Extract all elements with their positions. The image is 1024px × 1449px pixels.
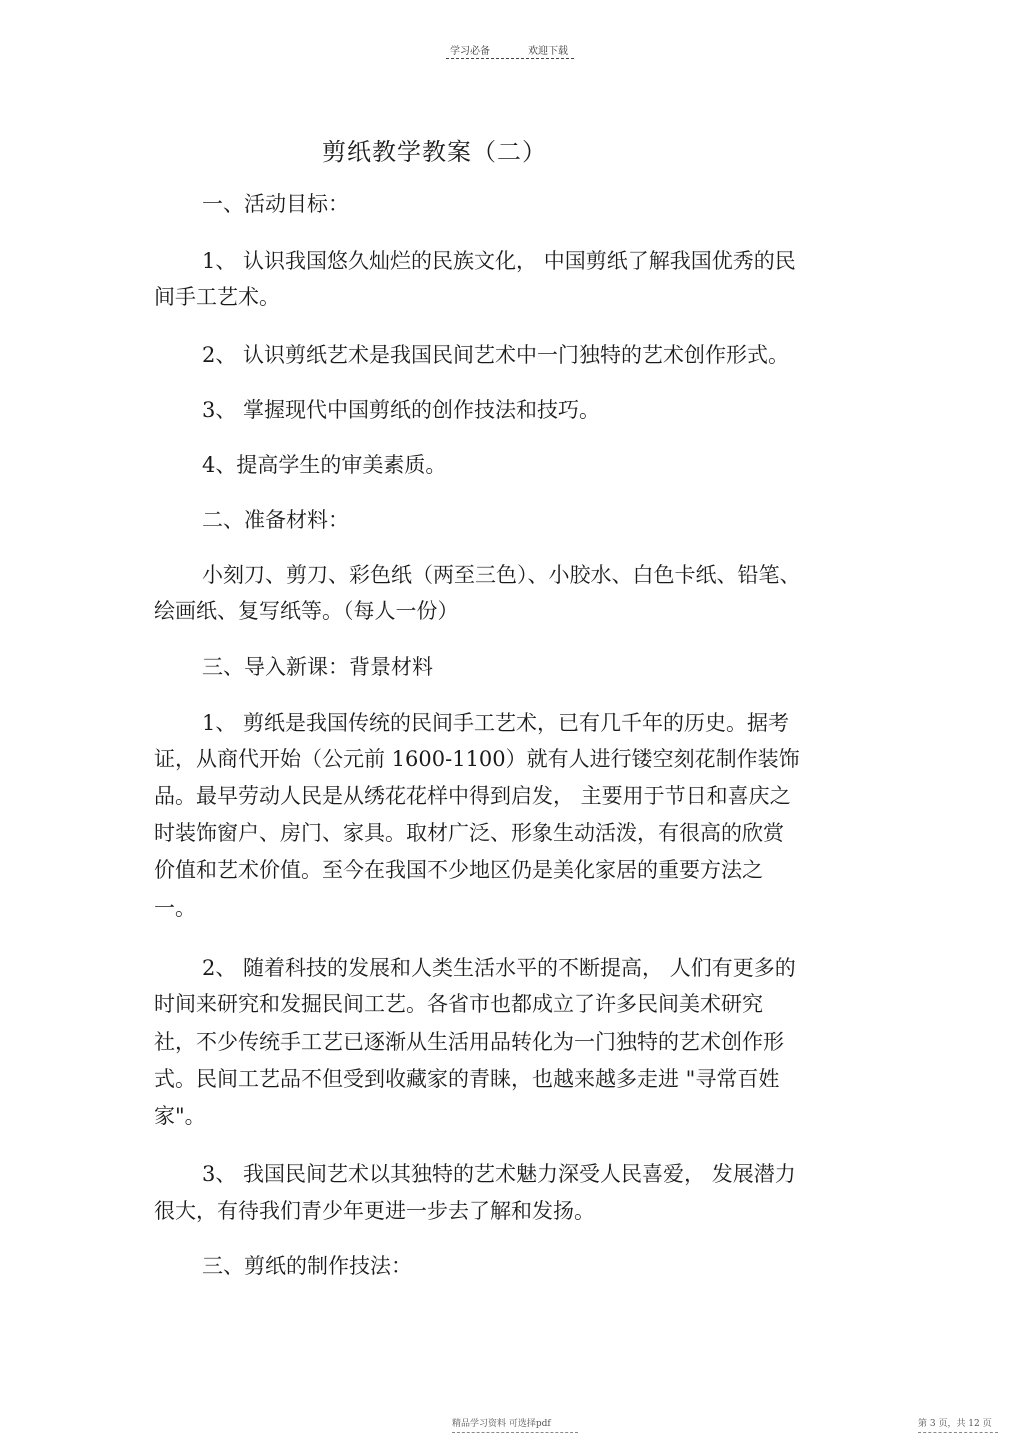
footer-right: [918, 1416, 998, 1433]
background-1-line-5: 价值和艺术价值。至今在我国不少地区仍是美化家居的重要方法之: [154, 858, 763, 882]
goal-4: 4、提高学生的审美素质。: [202, 453, 447, 477]
background-2-line-4: 式。民间工艺品不但受到收藏家的青睐，也越来越多走进 "寻常百姓: [154, 1067, 780, 1091]
header-left-text: 学习必备: [450, 46, 490, 57]
header-right-text: 欢迎下载: [528, 46, 568, 57]
footer-left: [452, 1416, 578, 1433]
background-1-line-3: 品。最早劳动人民是从绣花花样中得到启发， 主要用于节日和喜庆之: [154, 784, 791, 808]
background-1-line-4: 时装饰窗户、房门、家具。取材广泛、形象生动活泼，有很高的欣赏: [154, 821, 784, 845]
background-3-line-1: 3、 我国民间艺术以其独特的艺术魅力深受人民喜爱， 发展潜力: [202, 1162, 796, 1186]
page-number: 第 3 页，共 12 页: [918, 1419, 992, 1429]
footer-left-text: 精品学习资料 可选择pdf: [452, 1419, 551, 1429]
section-heading-background: 三、导入新课：背景材料: [202, 655, 433, 679]
materials-line-2: 绘画纸、复写纸等。（每人一份）: [154, 599, 459, 623]
background-1-line-1: 1、 剪纸是我国传统的民间手工艺术，已有几千年的历史。据考: [202, 711, 790, 735]
background-2-line-3: 社，不少传统手工艺已逐渐从生活用品转化为一门独特的艺术创作形: [154, 1030, 784, 1054]
footer-left-divider: [452, 1432, 578, 1433]
materials-line-1: 小刻刀、剪刀、彩色纸（两至三色）、小胶水、白色卡纸、铅笔、: [202, 563, 801, 587]
goal-2: 2、 认识剪纸艺术是我国民间艺术中一门独特的艺术创作形式。: [202, 343, 790, 367]
background-2-line-2: 时间来研究和发掘民间工艺。各省市也都成立了许多民间美术研究: [154, 992, 763, 1016]
background-1-line-6: 一。: [154, 896, 196, 920]
footer-right-divider: [918, 1432, 998, 1433]
section-heading-goals: 一、活动目标：: [202, 192, 349, 216]
goal-3: 3、 掌握现代中国剪纸的创作技法和技巧。: [202, 398, 601, 422]
section-heading-materials: 二、准备材料：: [202, 508, 349, 532]
background-3-line-2: 很大，有待我们青少年更进一步去了解和发扬。: [154, 1199, 595, 1223]
goal-1-line-2: 间手工艺术。: [154, 285, 280, 309]
background-2-line-1: 2、 随着科技的发展和人类生活水平的不断提高， 人们有更多的: [202, 956, 796, 980]
document-title: 剪纸教学教案（二）: [322, 138, 547, 166]
header-divider: [446, 58, 574, 59]
background-2-line-5: 家"。: [154, 1104, 206, 1128]
goal-1-line-1: 1、 认识我国悠久灿烂的民族文化， 中国剪纸了解我国优秀的民: [202, 249, 796, 273]
background-1-line-2: 证，从商代开始（公元前 1600-1100）就有人进行镂空刻花制作装饰: [154, 747, 800, 771]
section-heading-techniques: 三、剪纸的制作技法：: [202, 1254, 412, 1278]
